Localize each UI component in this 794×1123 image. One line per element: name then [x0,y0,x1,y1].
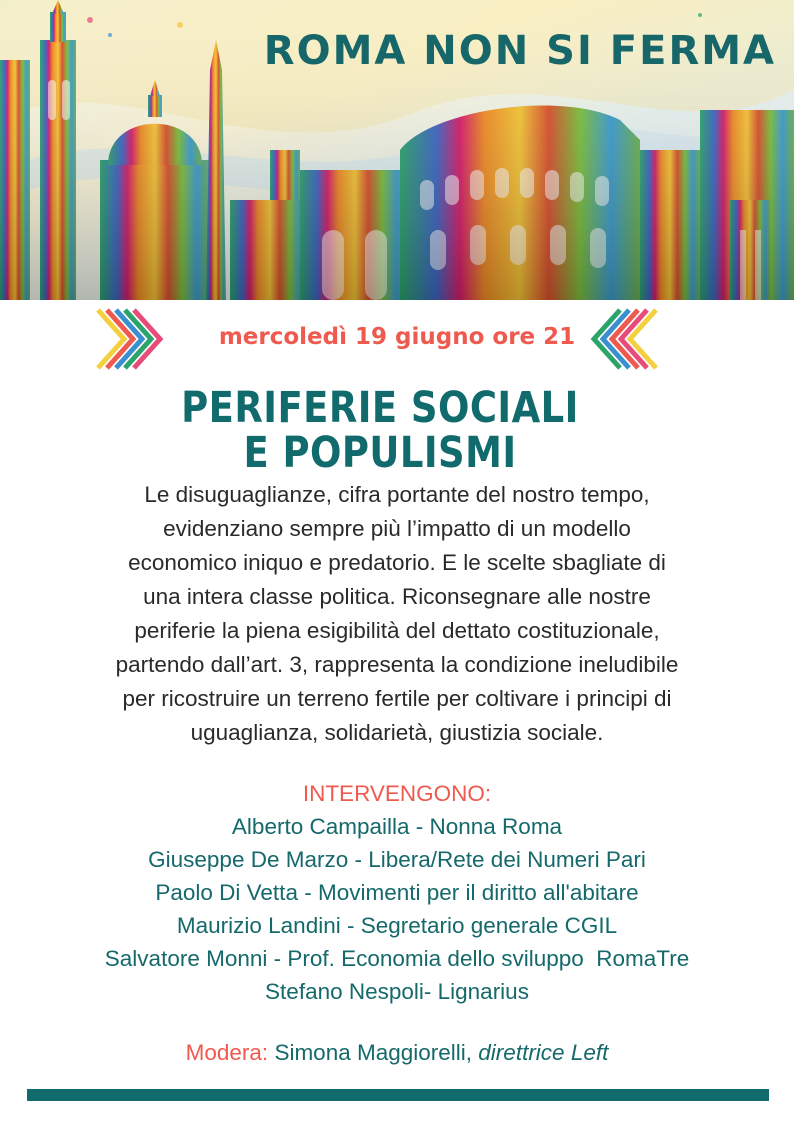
moderator-label: Modera: [185,1040,269,1065]
speaker-item: Stefano Nespoli- Lignarius [265,979,529,1004]
moderator-role: direttrice Left [478,1040,609,1065]
chevron-left-icon [580,306,660,372]
description-line: partendo dall’art. 3, rappresenta la condizione ineludibile [115,652,679,677]
skyline-banner [0,0,794,300]
event-title-line-1: PERIFERIE SOCIALI [181,383,579,433]
description-line: uguaglianza, solidarietà, giustizia sociale. [190,720,604,745]
description-line: periferie la piena esigibilità del dettato costituzionale, [134,618,660,643]
event-description [20,478,774,750]
description-line: evidenziano sempre più l’impatto di un modello [163,516,631,541]
moderator-line [0,1040,794,1066]
speaker-item: Salvatore Monni - Prof. Economia dello sviluppo RomaTre [104,946,690,971]
description-line: Le disuguaglianze, cifra portante del nostro tempo, [144,482,650,507]
description-line: economico iniquo e predatorio. E le scelte sbagliate di [128,550,666,575]
banner-title: ROMA NON SI FERMA [263,28,776,74]
speaker-item: Alberto Campailla - Nonna Roma [231,814,563,839]
speakers-section [0,777,794,1008]
date-line [0,300,794,378]
speakers-heading: INTERVENGONO: [302,781,492,806]
moderator-name: Simona Maggiorelli, [274,1040,473,1065]
speaker-item: Maurizio Landini - Segretario generale CGIL [176,913,618,938]
bottom-divider [27,1089,769,1101]
speaker-item: Giuseppe De Marzo - Libera/Rete dei Numeri Pari [148,847,646,872]
event-title-line-2: E POPULISMI [243,428,517,478]
event-title [0,383,760,478]
event-date-time: mercoledì 19 giugno ore 21 [218,324,576,350]
description-line: una intera classe politica. Riconsegnare alle nostre [143,584,651,609]
speaker-item: Paolo Di Vetta - Movimenti per il diritto all'abitare [155,880,639,905]
description-line: per ricostruire un terreno fertile per coltivare i principi di [122,686,672,711]
